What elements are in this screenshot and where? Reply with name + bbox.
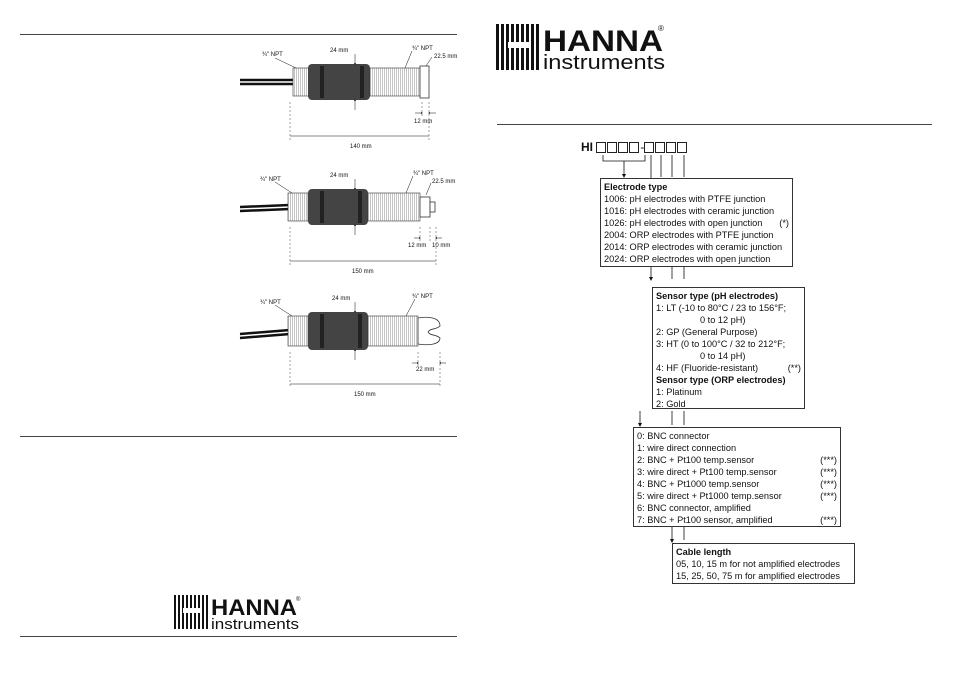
connector-item [637,442,837,454]
sensor-l3b: 0 to 14 pH) [700,351,746,361]
connector-item [637,454,837,466]
code-dash: - [640,140,645,154]
rule-mid-left [20,436,457,437]
sensor-l4-note: (**) [787,363,801,373]
sensor-o1: 1: Platinum [656,387,702,397]
connector-item-text: 7: BNC + Pt100 sensor, amplified [637,515,773,525]
code-box-3 [618,142,628,153]
electrode-item-text: 1006: pH electrodes with PTFE junction [604,194,766,204]
d2-npt-right: ¾" NPT [413,171,434,177]
code-prefix: HI [581,140,593,154]
connector-item [637,430,837,442]
sensor-type-box [652,287,805,409]
rule-top-left [20,34,457,35]
connector-item-note: (***) [820,467,837,477]
code-box-2 [607,142,617,153]
model-code [581,140,688,154]
drawing-1 [240,46,457,150]
electrode-item [604,205,789,217]
connector-item-text: 1: wire direct connection [637,443,737,453]
logo-sub: instruments [543,52,665,72]
logo-small-brand: HANNA [211,595,298,620]
d1-length: 140 mm [350,144,372,150]
d3-npt-left: ¾" NPT [260,300,281,306]
electrode-item-text: 2014: ORP electrodes with ceramic junction [604,242,783,252]
electrode-item-text: 1016: pH electrodes with ceramic junction [604,206,775,216]
d3-length: 150 mm [354,392,376,398]
logo-small-reg: ® [296,597,301,603]
connector-item [637,478,837,490]
d2-width: 24 mm [330,173,349,179]
electrode-item-note: (*) [779,218,789,228]
connector-item-text: 4: BNC + Pt1000 temp.sensor [637,479,760,489]
electrode-item [604,241,789,253]
d1-npt-right: ¾" NPT [412,46,433,52]
connector-item [637,514,837,526]
d2-tip1: 12 mm [408,243,427,249]
connector-item-text: 6: BNC connector, amplified [637,503,751,513]
sensor-orp-title: Sensor type (ORP electrodes) [656,375,786,385]
drawing-3 [240,294,446,398]
code-box-5 [644,142,654,153]
connector-item-text: 0: BNC connector [637,431,710,441]
rule-top-right [497,124,932,125]
sensor-l3: 3: HT (0 to 100°C / 32 to 212°F; [656,339,786,349]
electrode-item-text: 1026: pH electrodes with open junction [604,218,763,228]
d1-dia: 22.5 mm [434,54,458,60]
drawing-2 [240,171,455,275]
hanna-logo-large [496,24,676,72]
code-box-4 [629,142,639,153]
d2-dia: 22.5 mm [432,179,456,185]
cable-length-box [672,543,855,584]
connector-item-text: 2: BNC + Pt100 temp.sensor [637,455,755,465]
sensor-l1b: 0 to 12 pH) [700,315,746,325]
logo-small-sub: instruments [211,616,299,631]
code-box-6 [655,142,665,153]
cable-l2: 15, 25, 50, 75 m for amplified electrodes [676,571,840,581]
d1-tip: 12 mm [414,119,433,125]
cable-l1: 05, 10, 15 m for not amplified electrodes [676,559,840,569]
d1-npt-left: ¾" NPT [262,52,283,58]
connector-item-note: (***) [820,479,837,489]
d1-width: 24 mm [330,48,349,54]
connector-box [633,427,841,527]
electrode-type-box [600,178,793,267]
connector-item-text: 3: wire direct + Pt100 temp.sensor [637,467,777,477]
connector-item [637,490,837,502]
cable-title: Cable length [676,547,732,557]
connector-item-note: (***) [820,515,837,525]
d3-width: 24 mm [332,296,351,302]
hanna-logo-small [174,595,304,631]
sensor-ph-title: Sensor type (pH electrodes) [656,291,779,301]
electrode-item [604,253,789,265]
d3-npt-right: ¾" NPT [412,294,433,300]
code-box-1 [596,142,606,153]
electrode-drawings [230,40,470,410]
electrode-item [604,229,789,241]
sensor-o2: 2: Gold [656,399,686,409]
d3-tip: 22 mm [416,367,435,373]
electrode-item [604,217,789,229]
logo-reg: ® [658,24,664,33]
sensor-l4: 4: HF (Fluoride-resistant) [656,363,759,373]
electrode-item [604,193,789,205]
d2-tip2: 10 mm [432,243,451,249]
connector-item-note: (***) [820,455,837,465]
electrode-type-title: Electrode type [604,182,668,192]
code-box-8 [677,142,687,153]
rule-bottom-left [20,636,457,637]
connector-item-note: (***) [820,491,837,501]
d2-length: 150 mm [352,269,374,275]
electrode-item-text: 2024: ORP electrodes with open junction [604,254,771,264]
connector-item-text: 5: wire direct + Pt1000 temp.sensor [637,491,782,501]
connector-item [637,502,837,514]
code-box-7 [666,142,676,153]
connector-item [637,466,837,478]
sensor-l2: 2: GP (General Purpose) [656,327,758,337]
electrode-item-text: 2004: ORP electrodes with PTFE junction [604,230,774,240]
d2-npt-left: ¾" NPT [260,177,281,183]
sensor-l1: 1: LT (-10 to 80°C / 23 to 156°F; [656,303,787,313]
logo-brand: HANNA [543,25,663,58]
